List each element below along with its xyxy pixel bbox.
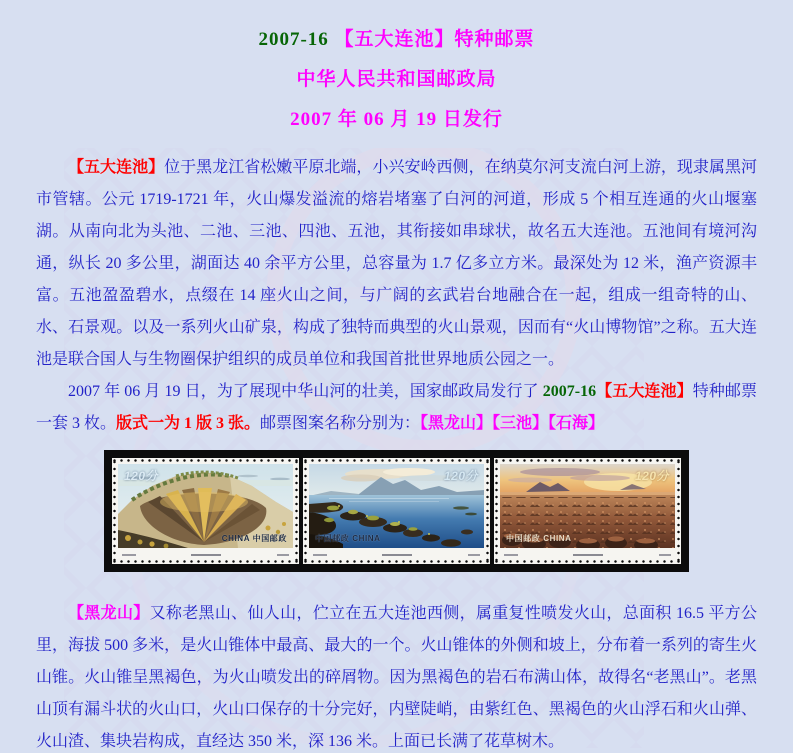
- perforation-edge: [303, 458, 490, 463]
- issue-format: 版式一为 1 版 3 张。: [116, 415, 261, 432]
- issue-text-2: 特种邮票一套 3 枚。: [36, 383, 757, 432]
- title-stamp-name: 【五大连池】特种邮票: [334, 29, 535, 50]
- issue-text-1: 2007 年 06 月 19 日，为了展现中华山河的壮美，国家邮政局发行了: [68, 383, 543, 400]
- perforation-edge: [676, 458, 681, 564]
- intro-lead-bracket: 【五大连池】: [68, 159, 165, 176]
- perforation-edge: [112, 458, 117, 564]
- paragraph-heilongshan: [36, 598, 757, 753]
- stamp-imprint-marks: [112, 554, 299, 557]
- paragraph-issue-info: [36, 376, 757, 440]
- document-header: [0, 0, 793, 129]
- stamp-imprint-marks: [494, 554, 681, 557]
- perforation-edge: [485, 458, 490, 564]
- stamp-denomination: 120分: [634, 469, 669, 483]
- perforation-edge: [494, 559, 681, 564]
- perforation-edge: [303, 559, 490, 564]
- stamp-denomination: 120分: [124, 469, 159, 483]
- stamp-heilongshan: [112, 458, 299, 564]
- stamp-imprint-marks: [303, 554, 490, 557]
- stamp-sanchi: [303, 458, 490, 564]
- heilongshan-lead-bracket: 【黑龙山】: [68, 605, 150, 622]
- issuer-line: 中华人民共和国邮政局: [296, 69, 497, 90]
- perforation-edge: [294, 458, 299, 564]
- perforation-edge: [112, 559, 299, 564]
- heilongshan-text: 又称老黑山、仙人山，伫立在五大连池西侧，属重复性喷发火山，总面积 16.5 平方公里，海拔 500 多米，是火山锥体中最高、最大的一个。火山锥体的外侧和坡上，分布着一系列的寄生火山锥。火山锥呈黑褐色，为火山喷发出的碎屑物。因为黑褐色的岩石布满山体，故得名“老黑山”。老黑山顶有漏斗状的火山口，火山口保存的十分完好，内壁陡峭，由紫红色、黑褐色的火山浮石和火山弹、火山渣、集块岩构成，直经达 350 米，深 136 米。上面已长满了花草树木。: [36, 605, 757, 750]
- perforation-edge: [112, 458, 299, 463]
- issue-text-3: 邮票图案名称分别为：: [260, 415, 421, 432]
- title-issue-code: 2007-16: [258, 29, 329, 50]
- perforation-edge: [303, 458, 308, 564]
- issue-name-bracket: 【五大连池】: [596, 383, 693, 400]
- paragraph-intro: [36, 152, 757, 376]
- perforation-edge: [494, 458, 499, 564]
- intro-text: 位于黑龙江省松嫩平原北端，小兴安岭西侧，在纳莫尔河支流白河上游，现隶属黑河市管辖。公元 1719-1721 年，火山爆发溢流的熔岩堵塞了白河的河道，形成 5 个相互连通的火山堰塞湖。从南向北为头池、二池、三池、四池、五池，其衔接如串球状，故名五大连池。五池间有境河沟通，纵长 20 多公里，湖面达 40 余平方公里，总容量为 1.7 亿多立方米。最深处为 12 米，渔产资源丰富。五池盈盈碧水，点缀在 14 座火山之间，与广阔的玄武岩台地融合在一起，组成一组奇特的山、水、石景观。以及一系列火山矿泉，构成了独特而典型的火山景观，因而有“火山博物馆”之称。五大连池是联合国人与生物圈保护组织的成员单位和我国首批世界地质公园之一。: [36, 159, 757, 368]
- issue-stamp-names: 【黑龙山】【三池】【石海】: [420, 415, 605, 432]
- stamp-inscription: CHINA 中国邮政: [221, 534, 287, 543]
- stamp-inscription: 中国邮政 CHINA: [315, 534, 381, 543]
- page-title: [0, 30, 793, 49]
- stamp-inscription: 中国邮政 CHINA: [506, 534, 572, 543]
- perforation-edge: [494, 458, 681, 463]
- stamp-sheet-image: [104, 450, 689, 572]
- stamp-shihai: [494, 458, 681, 564]
- issue-code: 2007-16: [542, 383, 597, 400]
- issue-date-line: 2007 年 06 月 19 日发行: [290, 109, 503, 130]
- stamp-denomination: 120分: [443, 469, 478, 483]
- article-body: [0, 152, 793, 753]
